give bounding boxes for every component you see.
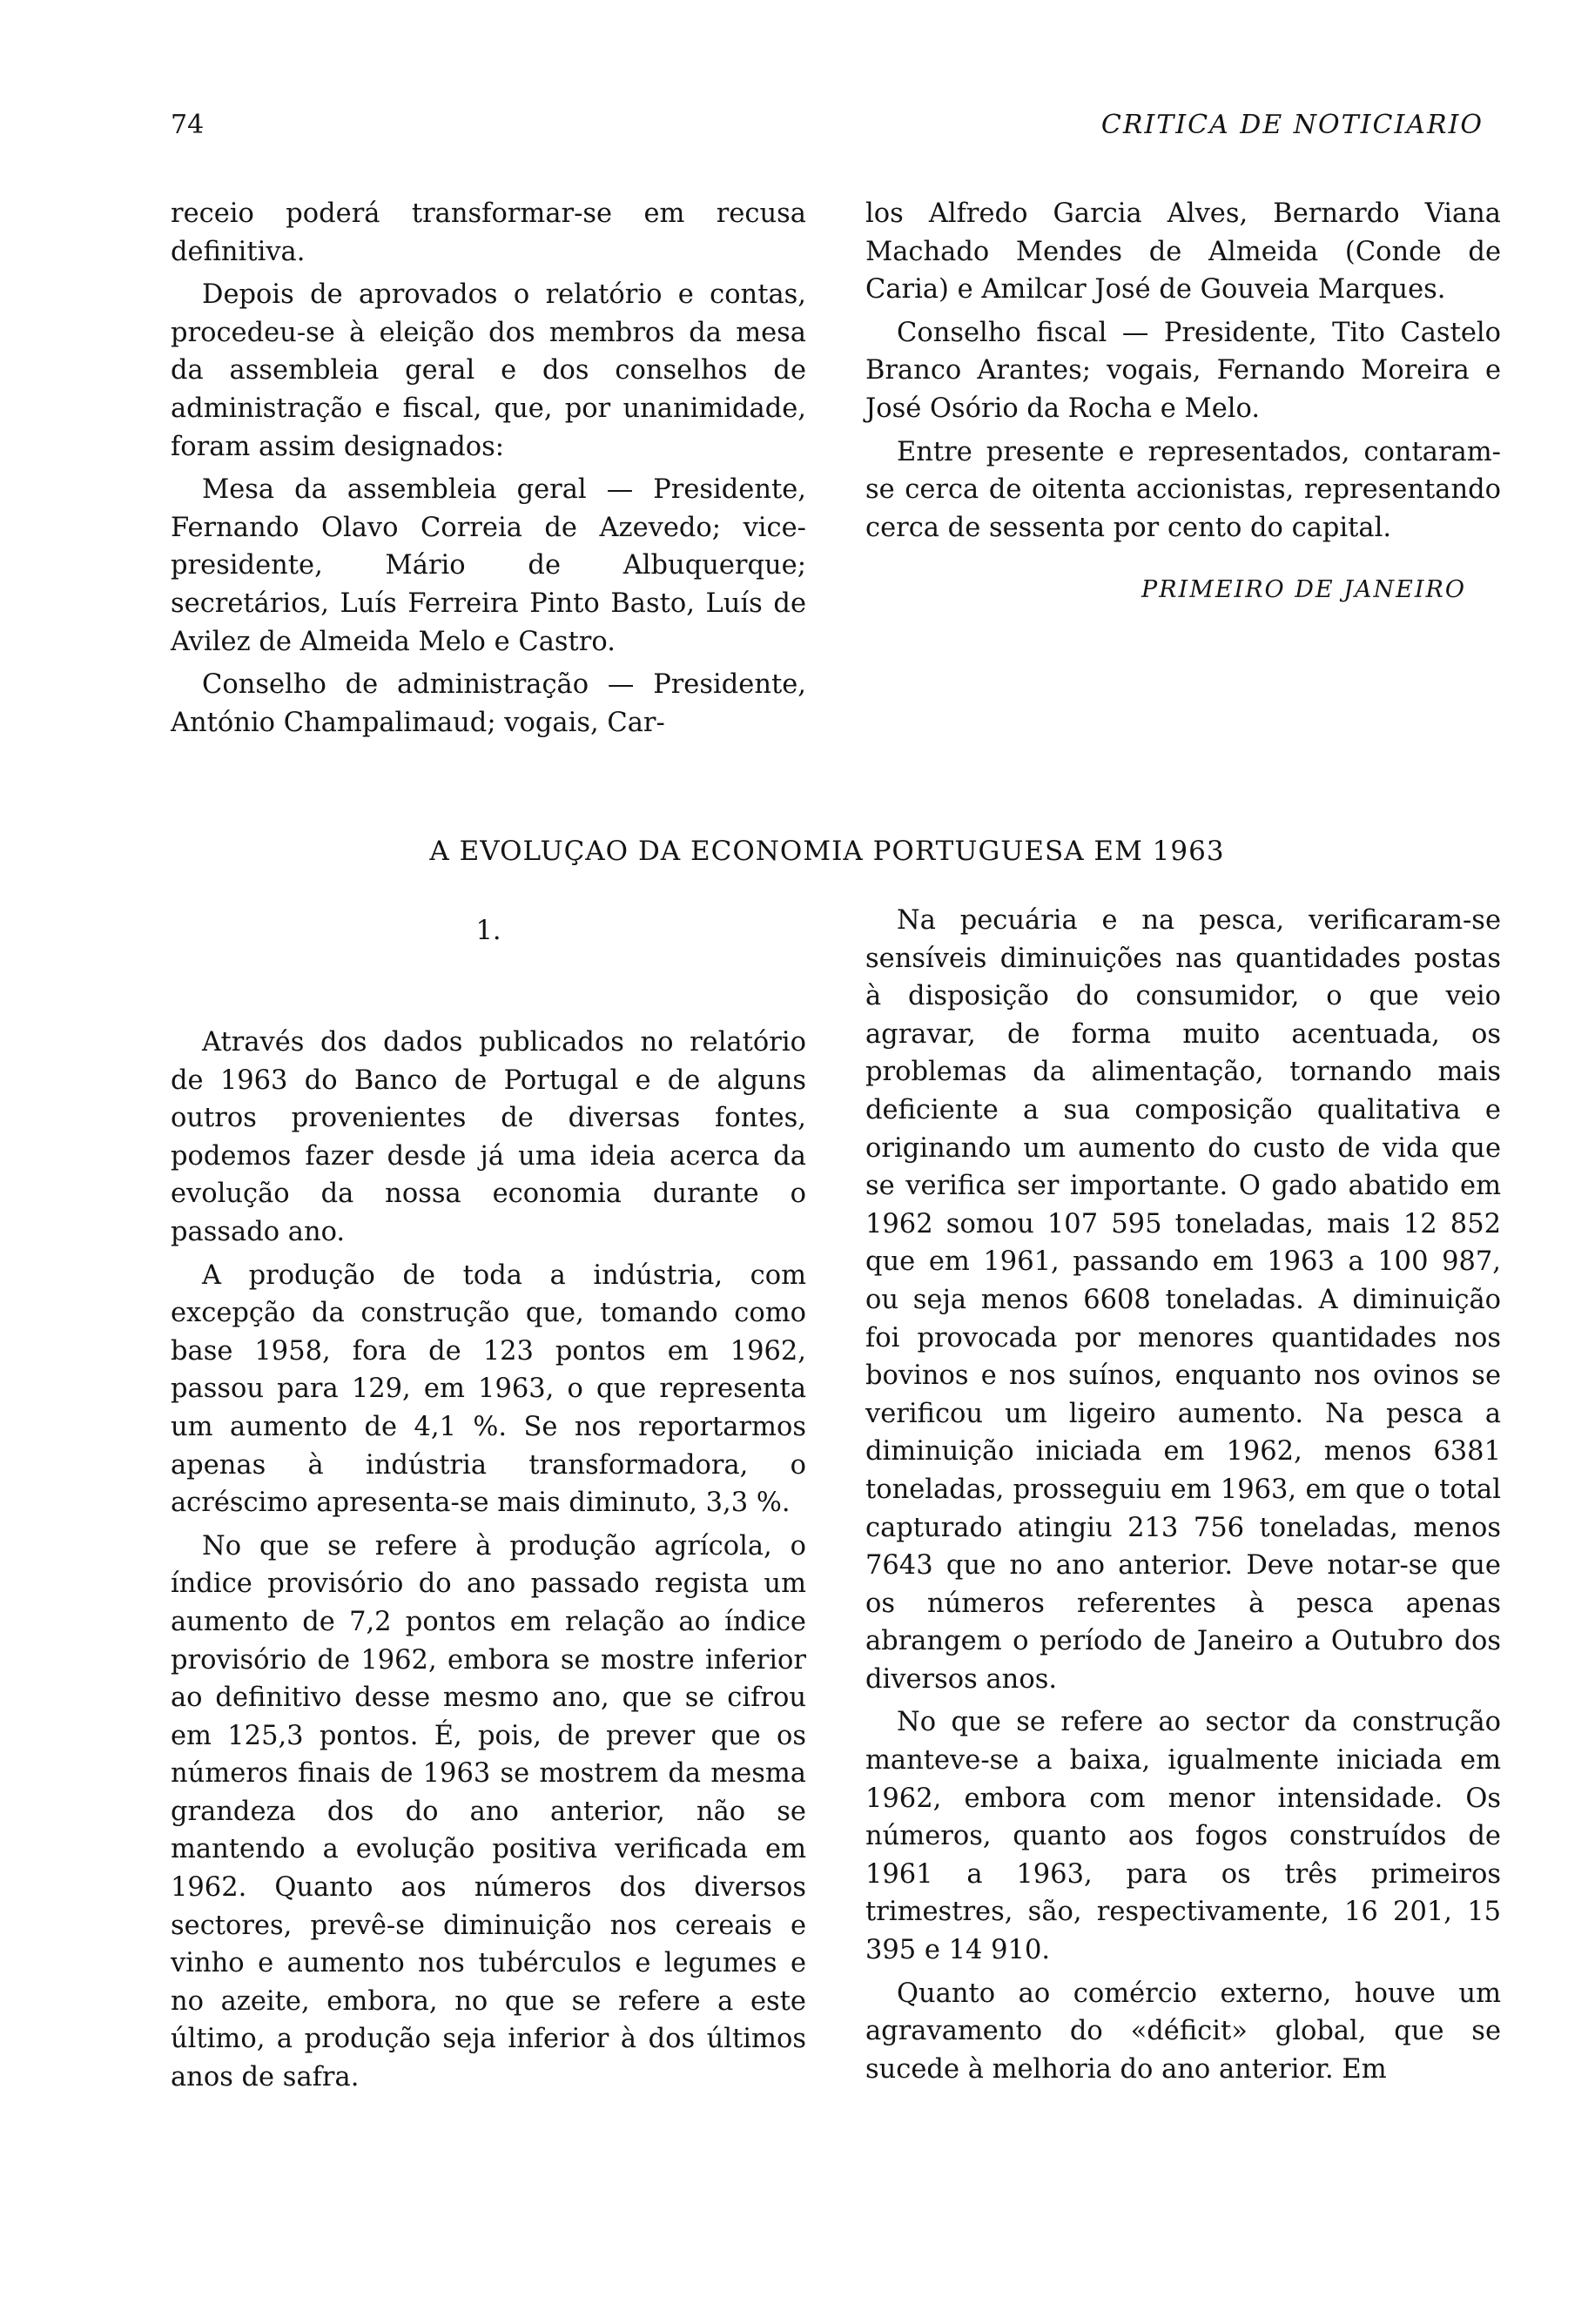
paragraph: A produção de toda a indústria, com excepção da construção que, tomando como base 1958, fora de 123 pontos em 1962, passou para 129, em 1963, o que representa um aumento de 4,1 %. Se nos reportarmos apenas à indústria transformadora, o acréscimo apresenta-se mais diminuto, 3,3 %. (171, 1259, 806, 1519)
paragraph: Através dos dados publicados no relatório de 1963 do Banco de Portugal e de alguns outros provenientes de diversas fontes, podemos fazer desde já uma ideia acerca da evolução da nossa economia durante o passado ano. (171, 1027, 806, 1247)
section-title: A EVOLUÇAO DA ECONOMIA PORTUGUESA EM 1963 (429, 836, 1225, 867)
paragraph: Na pecuária e na pesca, verificaram-se sensíveis diminuições nas quantidades postas à disposição do consumidor, o que veio agravar, de forma muito acentuada, os problemas da alimentação, tornando mais deficiente a sua composição qualitativa e originando um aumento do custo de vida que se verifica ser importante. O gado abatido em 1962 somou 107 595 toneladas, mais 12 852 que em 1961, passando em 1963 a 100 987, ou seja menos 6608 toneladas. A diminuição foi provocada por menores quantidades nos bovinos e nos suínos, enquanto nos ovinos se verificou um ligeiro aumento. Na pesca a diminuição iniciada em 1962, menos 6381 toneladas, prosseguiu em 1963, em que o total capturado atingiu 213 756 toneladas, menos 7643 que no ano anterior. Deve notar-se que os números referentes à pesca apenas abrangem o período de Janeiro a Outubro dos diversos anos. (865, 905, 1501, 1695)
paragraph: No que se refere à produção agrícola, o índice provisório do ano passado regista um aumento de 7,2 pontos em relação ao índice provisório de 1962, embora se mostre inferior ao definitivo desse mesmo ano, que se cifrou em 125,3 pontos. É, pois, de prever que os números finais de 1963 se mostrem da mesma grandeza dos do ano anterior, não se mantendo a evolução positiva verificada em 1962. Quanto aos números dos diversos sectores, prevê-se diminuição nos cereais e vinho e aumento nos tubérculos e legumes e no azeite, embora, no que se refere a este último, a produção seja inferior à dos últimos anos de safra. (171, 1530, 806, 2093)
paragraph: Conselho de administração — Presidente, António Champalimaud; vogais, Car- (171, 669, 806, 738)
running-head: CRITICA DE NOTICIARIO (1100, 110, 1484, 140)
paragraph: Conselho fiscal — Presidente, Tito Castelo Branco Arantes; vogais, Fernando Moreira e José Osório da Rocha e Melo. (865, 317, 1501, 424)
paragraph: Mesa da assembleia geral — Presidente, Fernando Olavo Correia de Azevedo; vice-presidente, Mário de Albuquerque; secretários, Luís Ferreira Pinto Basto, Luís de Avilez de Almeida Melo e Castro. (171, 474, 806, 657)
top-right-column (865, 195, 1501, 609)
paragraph: Entre presente e representados, contaram-se cerca de oitenta accionistas, representando cerca de sessenta por cento do capital. (865, 436, 1501, 543)
bottom-right-column (865, 902, 1501, 2088)
section-number: 1. (475, 916, 501, 946)
page-number: 74 (171, 110, 205, 140)
paragraph: Quanto ao comércio externo, houve um agravamento do «déficit» global, que se sucede à melhoria do ano anterior. Em (865, 1978, 1501, 2085)
bottom-left-column (171, 1024, 806, 2097)
paragraph: Depois de aprovados o relatório e contas, procedeu-se à eleição dos membros da mesa da assembleia geral e dos conselhos de administração e fiscal, que, por unanimidade, foram assim designados: (171, 279, 806, 462)
source-signature: PRIMEIRO DE JANEIRO (1141, 576, 1466, 604)
paragraph: los Alfredo Garcia Alves, Bernardo Viana Machado Mendes de Almeida (Conde de Caria) e Amilcar José de Gouveia Marques. (865, 198, 1501, 306)
top-left-column (171, 195, 806, 742)
paragraph: receio poderá transformar-se em recusa definitiva. (171, 198, 806, 267)
paragraph: No que se refere ao sector da construção manteve-se a baixa, igualmente iniciada em 1962, embora com menor intensidade. Os números, quanto aos fogos construídos de 1961 a 1963, para os três primeiros trimestres, são, respectivamente, 16 201, 15 395 e 14 910. (865, 1707, 1501, 1966)
